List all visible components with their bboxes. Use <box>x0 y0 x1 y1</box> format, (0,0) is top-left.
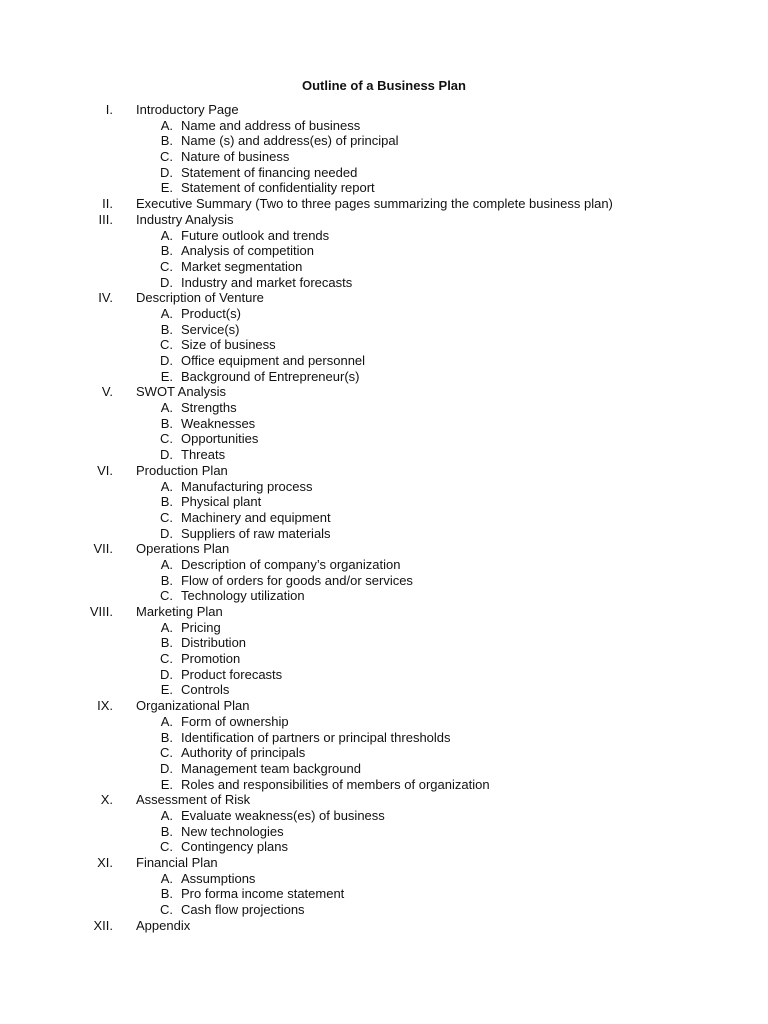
outline-subitem <box>0 761 768 777</box>
section-title: Description of Venture <box>136 290 264 306</box>
subitem-letter: C. <box>160 651 173 667</box>
subitem-letter: D. <box>160 353 173 368</box>
subitem-text: Description of company’s organization <box>181 556 401 572</box>
outline-subitem <box>0 714 768 730</box>
section-title: Introductory Page <box>136 102 239 117</box>
subitem-text: Office equipment and personnel <box>181 353 366 368</box>
outline-subitem <box>0 557 768 573</box>
subitem-letter: C. <box>160 588 173 604</box>
subitem-text: Machinery and equipment <box>181 509 331 525</box>
outline-subitem <box>0 369 768 385</box>
subitem-text: Identification of partners or principal thresholds <box>181 729 451 745</box>
subitem-letter: D. <box>160 666 173 682</box>
outline-section <box>0 541 768 557</box>
outline-section <box>0 290 768 306</box>
outline-subitem <box>0 824 768 840</box>
section-numeral: VII. <box>93 541 113 557</box>
subitem-letter: C. <box>160 745 173 761</box>
outline-subitem <box>0 902 768 918</box>
subitem-text: Physical plant <box>181 494 262 510</box>
outline-section <box>0 384 768 400</box>
subitem-text: Size of business <box>181 337 276 353</box>
subitem-letter: A. <box>160 713 173 729</box>
section-numeral: II. <box>102 196 113 212</box>
section-numeral: V. <box>101 384 113 400</box>
section-title: Financial Plan <box>136 855 218 870</box>
subitem-text: Roles and responsibilities of members of organization <box>181 776 490 792</box>
subitem-text: Name and address of business <box>181 117 361 133</box>
outline-subitem <box>0 808 768 824</box>
section-numeral: XI. <box>97 855 113 870</box>
subitem-text: Threats <box>181 447 226 463</box>
subitem-letter: C. <box>160 431 173 447</box>
subitem-letter: D. <box>160 164 173 180</box>
section-numeral: IV. <box>98 290 113 306</box>
outline-section <box>0 196 768 212</box>
subitem-text: Cash flow projections <box>181 902 305 918</box>
subitem-letter: B. <box>160 321 173 337</box>
subitem-text: Strengths <box>181 400 237 416</box>
subitem-letter: B. <box>160 823 173 839</box>
section-numeral: VIII. <box>89 604 113 619</box>
outline-subitem <box>0 337 768 353</box>
outline-subitem <box>0 322 768 338</box>
subitem-letter: D. <box>160 447 173 463</box>
subitem-letter: E. <box>160 368 173 384</box>
subitem-letter: C. <box>160 839 173 855</box>
outline-subitem <box>0 306 768 322</box>
outline-section <box>0 102 768 118</box>
subitem-letter: C. <box>160 337 173 353</box>
outline-section <box>0 855 768 871</box>
outline-section <box>0 463 768 479</box>
subitem-letter: B. <box>160 572 173 588</box>
subitem-text: Nature of business <box>181 149 290 165</box>
subitem-text: Industry and market forecasts <box>181 274 353 290</box>
subitem-letter: C. <box>160 902 173 918</box>
outline-subitem <box>0 526 768 542</box>
subitem-letter: B. <box>160 243 173 259</box>
subitem-letter: D. <box>160 525 173 541</box>
outline-subitem <box>0 573 768 589</box>
subitem-letter: C. <box>160 149 173 165</box>
outline-subitem <box>0 510 768 526</box>
subitem-text: Pro forma income statement <box>181 886 345 902</box>
subitem-text: Weaknesses <box>181 415 256 431</box>
subitem-text: Promotion <box>181 651 241 667</box>
outline-subitem <box>0 745 768 761</box>
outline-subitem <box>0 494 768 510</box>
subitem-text: Pricing <box>181 619 221 635</box>
outline-subitem <box>0 400 768 416</box>
outline-subitem <box>0 447 768 463</box>
subitem-text: Name (s) and address(es) of principal <box>181 133 399 149</box>
section-title: SWOT Analysis <box>136 384 227 400</box>
subitem-text: Statement of confidentiality report <box>181 180 375 196</box>
subitem-text: Form of ownership <box>181 713 289 729</box>
subitem-text: Opportunities <box>181 431 259 447</box>
outline-subitem <box>0 243 768 259</box>
subitem-letter: C. <box>160 258 173 274</box>
outline-subitem <box>0 180 768 196</box>
subitem-letter: B. <box>160 729 173 745</box>
section-title: Industry Analysis <box>136 211 234 227</box>
outline-subitem <box>0 228 768 244</box>
section-numeral: IX. <box>97 698 113 714</box>
subitem-text: Market segmentation <box>181 258 303 274</box>
subitem-letter: A. <box>160 227 173 243</box>
outline-section <box>0 792 768 808</box>
page-title: Outline of a Business Plan <box>302 78 466 93</box>
subitem-letter: B. <box>160 886 173 902</box>
outline-section <box>0 918 768 934</box>
outline-subitem <box>0 431 768 447</box>
section-numeral: VI. <box>97 462 113 478</box>
outline-subitem <box>0 479 768 495</box>
subitem-text: Assumptions <box>181 870 256 886</box>
subitem-text: Authority of principals <box>181 745 306 761</box>
outline-subitem <box>0 730 768 746</box>
section-title: Assessment of Risk <box>136 792 251 808</box>
section-numeral: XII. <box>93 917 113 933</box>
outline-subitem <box>0 416 768 432</box>
outline-subitem <box>0 275 768 291</box>
subitem-text: Product(s) <box>181 305 241 321</box>
subitem-text: Product forecasts <box>181 666 283 682</box>
outline-subitem <box>0 118 768 134</box>
outline-section <box>0 698 768 714</box>
outline-section <box>0 212 768 228</box>
outline-subitem <box>0 588 768 604</box>
subitem-text: Manufacturing process <box>181 478 313 494</box>
outline-subitem <box>0 871 768 887</box>
subitem-letter: C. <box>160 509 173 525</box>
subitem-letter: A. <box>160 478 173 494</box>
subitem-letter: D. <box>160 274 173 290</box>
subitem-text: Statement of financing needed <box>181 164 358 180</box>
outline-subitem <box>0 667 768 683</box>
subitem-text: Management team background <box>181 760 361 776</box>
subitem-letter: A. <box>160 807 173 823</box>
section-title: Operations Plan <box>136 541 230 557</box>
outline-subitem <box>0 165 768 181</box>
subitem-text: Analysis of competition <box>181 243 314 259</box>
outline-subitem <box>0 839 768 855</box>
section-title: Production Plan <box>136 462 228 478</box>
section-numeral: I. <box>105 102 113 117</box>
section-numeral: X. <box>100 792 113 808</box>
subitem-text: Controls <box>181 682 230 698</box>
subitem-text: Distribution <box>181 635 247 651</box>
section-numeral: III. <box>98 211 113 227</box>
subitem-text: New technologies <box>181 823 284 839</box>
outline-subitem <box>0 682 768 698</box>
subitem-letter: E. <box>160 682 173 698</box>
section-title: Appendix <box>136 917 191 933</box>
outline-subitem <box>0 353 768 369</box>
subitem-letter: A. <box>160 870 173 886</box>
subitem-text: Service(s) <box>181 321 240 337</box>
outline-subitem <box>0 635 768 651</box>
subitem-letter: E. <box>160 776 173 792</box>
outline-subitem <box>0 620 768 636</box>
subitem-text: Future outlook and trends <box>181 227 330 243</box>
subitem-letter: D. <box>160 760 173 776</box>
subitem-text: Technology utilization <box>181 588 305 604</box>
subitem-letter: E. <box>160 180 173 196</box>
subitem-letter: A. <box>160 117 173 133</box>
subitem-letter: B. <box>160 635 173 651</box>
subitem-text: Contingency plans <box>181 839 288 855</box>
outline-subitem <box>0 651 768 667</box>
subitem-text: Background of Entrepreneur(s) <box>181 368 360 384</box>
subitem-letter: A. <box>160 305 173 321</box>
subitem-text: Evaluate weakness(es) of business <box>181 807 385 823</box>
subitem-text: Flow of orders for goods and/or services <box>181 572 413 588</box>
outline-subitem <box>0 259 768 275</box>
subitem-letter: A. <box>160 619 173 635</box>
outline-subitem <box>0 149 768 165</box>
outline-subitem <box>0 886 768 902</box>
business-plan-outline <box>0 102 768 933</box>
outline-subitem <box>0 133 768 149</box>
subitem-letter: B. <box>160 415 173 431</box>
subitem-letter: B. <box>160 494 173 510</box>
outline-subitem <box>0 777 768 793</box>
subitem-letter: B. <box>160 133 173 149</box>
section-title: Executive Summary (Two to three pages summarizing the complete business plan) <box>136 196 613 212</box>
subitem-text: Suppliers of raw materials <box>181 525 331 541</box>
outline-section <box>0 604 768 620</box>
section-title: Organizational Plan <box>136 698 250 714</box>
subitem-letter: A. <box>160 400 173 416</box>
subitem-letter: A. <box>160 556 173 572</box>
section-title: Marketing Plan <box>136 604 223 619</box>
